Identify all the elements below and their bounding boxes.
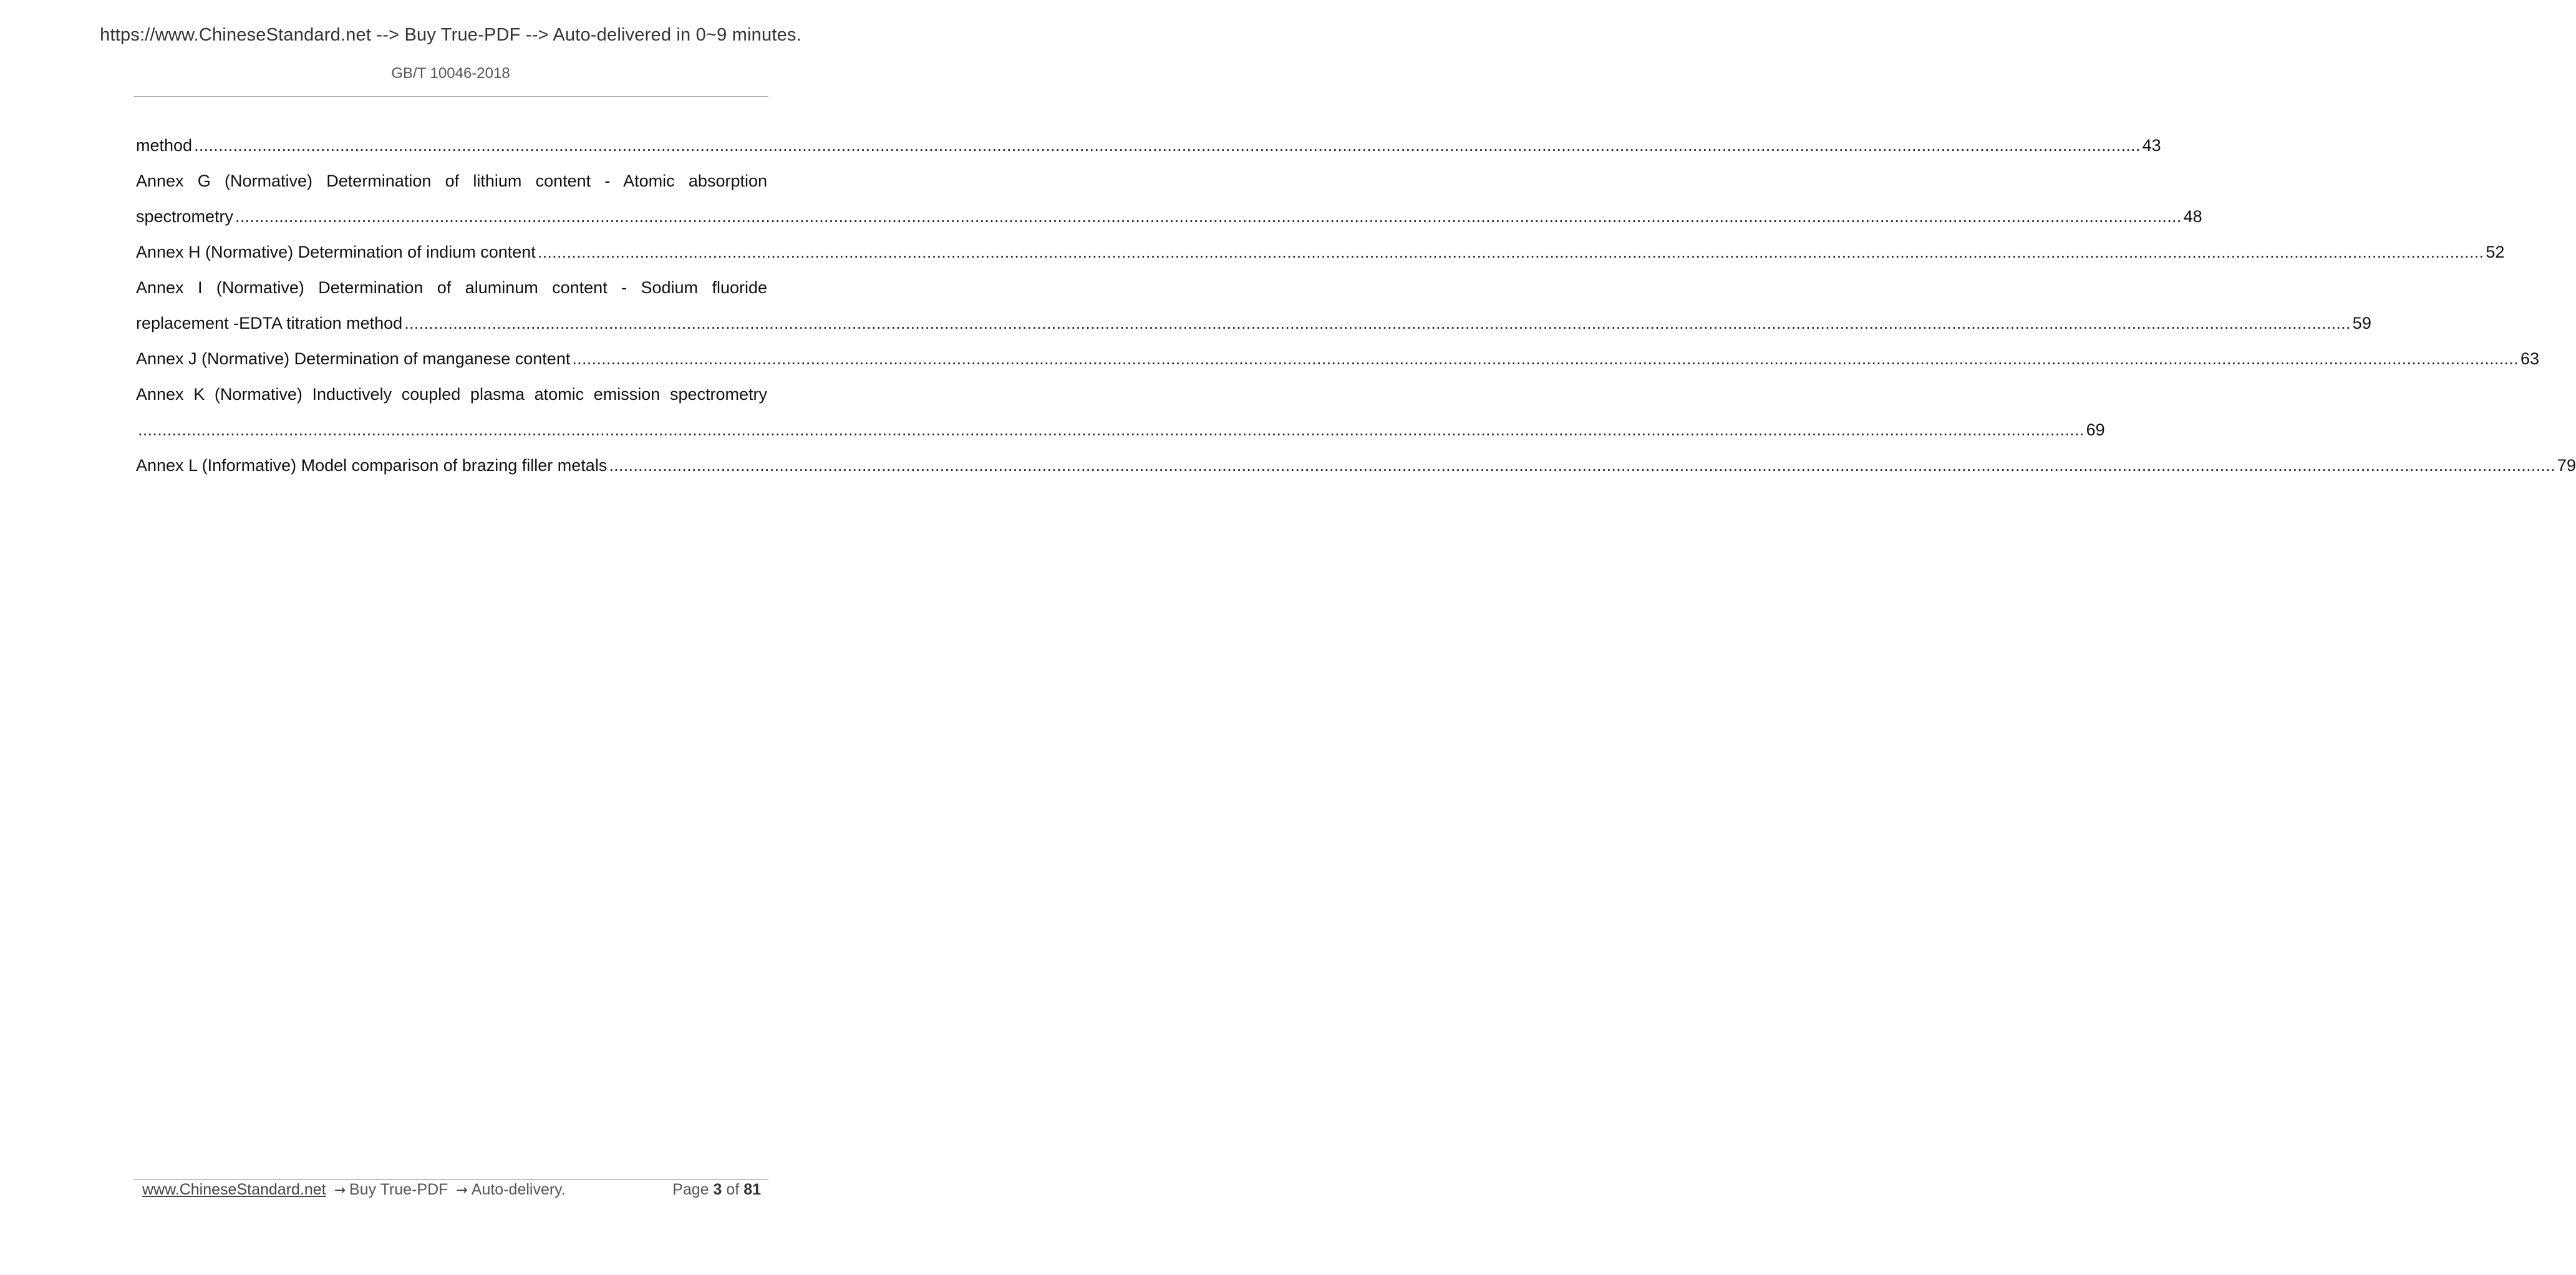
buy-true-pdf-text: Buy True-PDF: [349, 1181, 448, 1198]
toc-entry-title: Annex G (Normative) Determination of lithium content - Atomic absorption: [136, 172, 767, 190]
arrow-right-icon: →: [334, 1183, 346, 1198]
website-link[interactable]: www.ChineseStandard.net: [142, 1181, 326, 1198]
arrow-right-icon: →: [456, 1183, 468, 1198]
toc-entry[interactable]: [136, 235, 2505, 270]
page-of-label: of: [726, 1181, 740, 1198]
toc-entry[interactable]: [136, 306, 2371, 341]
toc-entry[interactable]: [136, 412, 2105, 448]
toc-entry-page: 63: [2520, 349, 2539, 368]
toc-entry-title: method: [136, 136, 193, 155]
toc-entry[interactable]: [136, 448, 2576, 483]
table-of-contents: [136, 128, 2576, 483]
toc-entry-title: Annex J (Normative) Determination of manganese content: [136, 349, 571, 368]
toc-entry[interactable]: [136, 270, 767, 306]
auto-delivery-text: Auto-delivery.: [471, 1181, 566, 1198]
page-footer: [142, 1181, 761, 1203]
toc-entry-page: 79: [2557, 456, 2576, 475]
toc-entry-title: Annex K (Normative) Inductively coupled plasma atomic emission spectrometry: [136, 385, 767, 404]
toc-entry[interactable]: [136, 163, 767, 199]
page-current: 3: [713, 1181, 722, 1198]
footer-promo: [142, 1181, 566, 1199]
header-divider: [134, 96, 768, 97]
toc-entry-page: 48: [2183, 207, 2202, 226]
toc-entry-page: 59: [2352, 314, 2371, 332]
document-code: GB/T 10046-2018: [391, 65, 510, 82]
toc-entry[interactable]: [136, 199, 2202, 235]
toc-entry-title: Annex H (Normative) Determination of indium content: [136, 243, 536, 261]
toc-entry-title: replacement -EDTA titration method: [136, 314, 403, 332]
toc-entry[interactable]: [136, 377, 767, 412]
dot-leader: ................................................................................................................................................................................................................................................................................................................................................................................................................: [572, 349, 2519, 368]
top-banner: https://www.ChineseStandard.net --> Buy True-PDF --> Auto-delivered in 0~9 minutes.: [100, 25, 801, 45]
toc-entry-title: Annex I (Normative) Determination of aluminum content - Sodium fluoride: [136, 278, 767, 297]
dot-leader: ................................................................................................................................................................................................................................................................................................................................................................................................................: [235, 207, 2182, 226]
toc-entry-page: 52: [2486, 243, 2505, 261]
page-total: 81: [743, 1181, 761, 1198]
toc-entry-page: 69: [2086, 420, 2105, 439]
dot-leader: ................................................................................................................................................................................................................................................................................................................................................................................................................: [404, 314, 2351, 332]
toc-entry-page: 43: [2142, 136, 2161, 155]
toc-entry-title: Annex L (Informative) Model comparison of brazing filler metals: [136, 456, 608, 475]
footer-divider: [134, 1179, 768, 1180]
dot-leader: ................................................................................................................................................................................................................................................................................................................................................................................................................: [609, 456, 2555, 475]
dot-leader: ................................................................................................................................................................................................................................................................................................................................................................................................................: [537, 243, 2484, 261]
dot-leader: ................................................................................................................................................................................................................................................................................................................................................................................................................: [138, 420, 2085, 439]
toc-entry[interactable]: [136, 128, 2161, 163]
dot-leader: ................................................................................................................................................................................................................................................................................................................................................................................................................: [194, 136, 2141, 155]
page-label: Page: [672, 1181, 709, 1198]
toc-entry[interactable]: [136, 341, 2539, 377]
page-number: [672, 1181, 761, 1199]
toc-entry-title: spectrometry: [136, 207, 234, 226]
